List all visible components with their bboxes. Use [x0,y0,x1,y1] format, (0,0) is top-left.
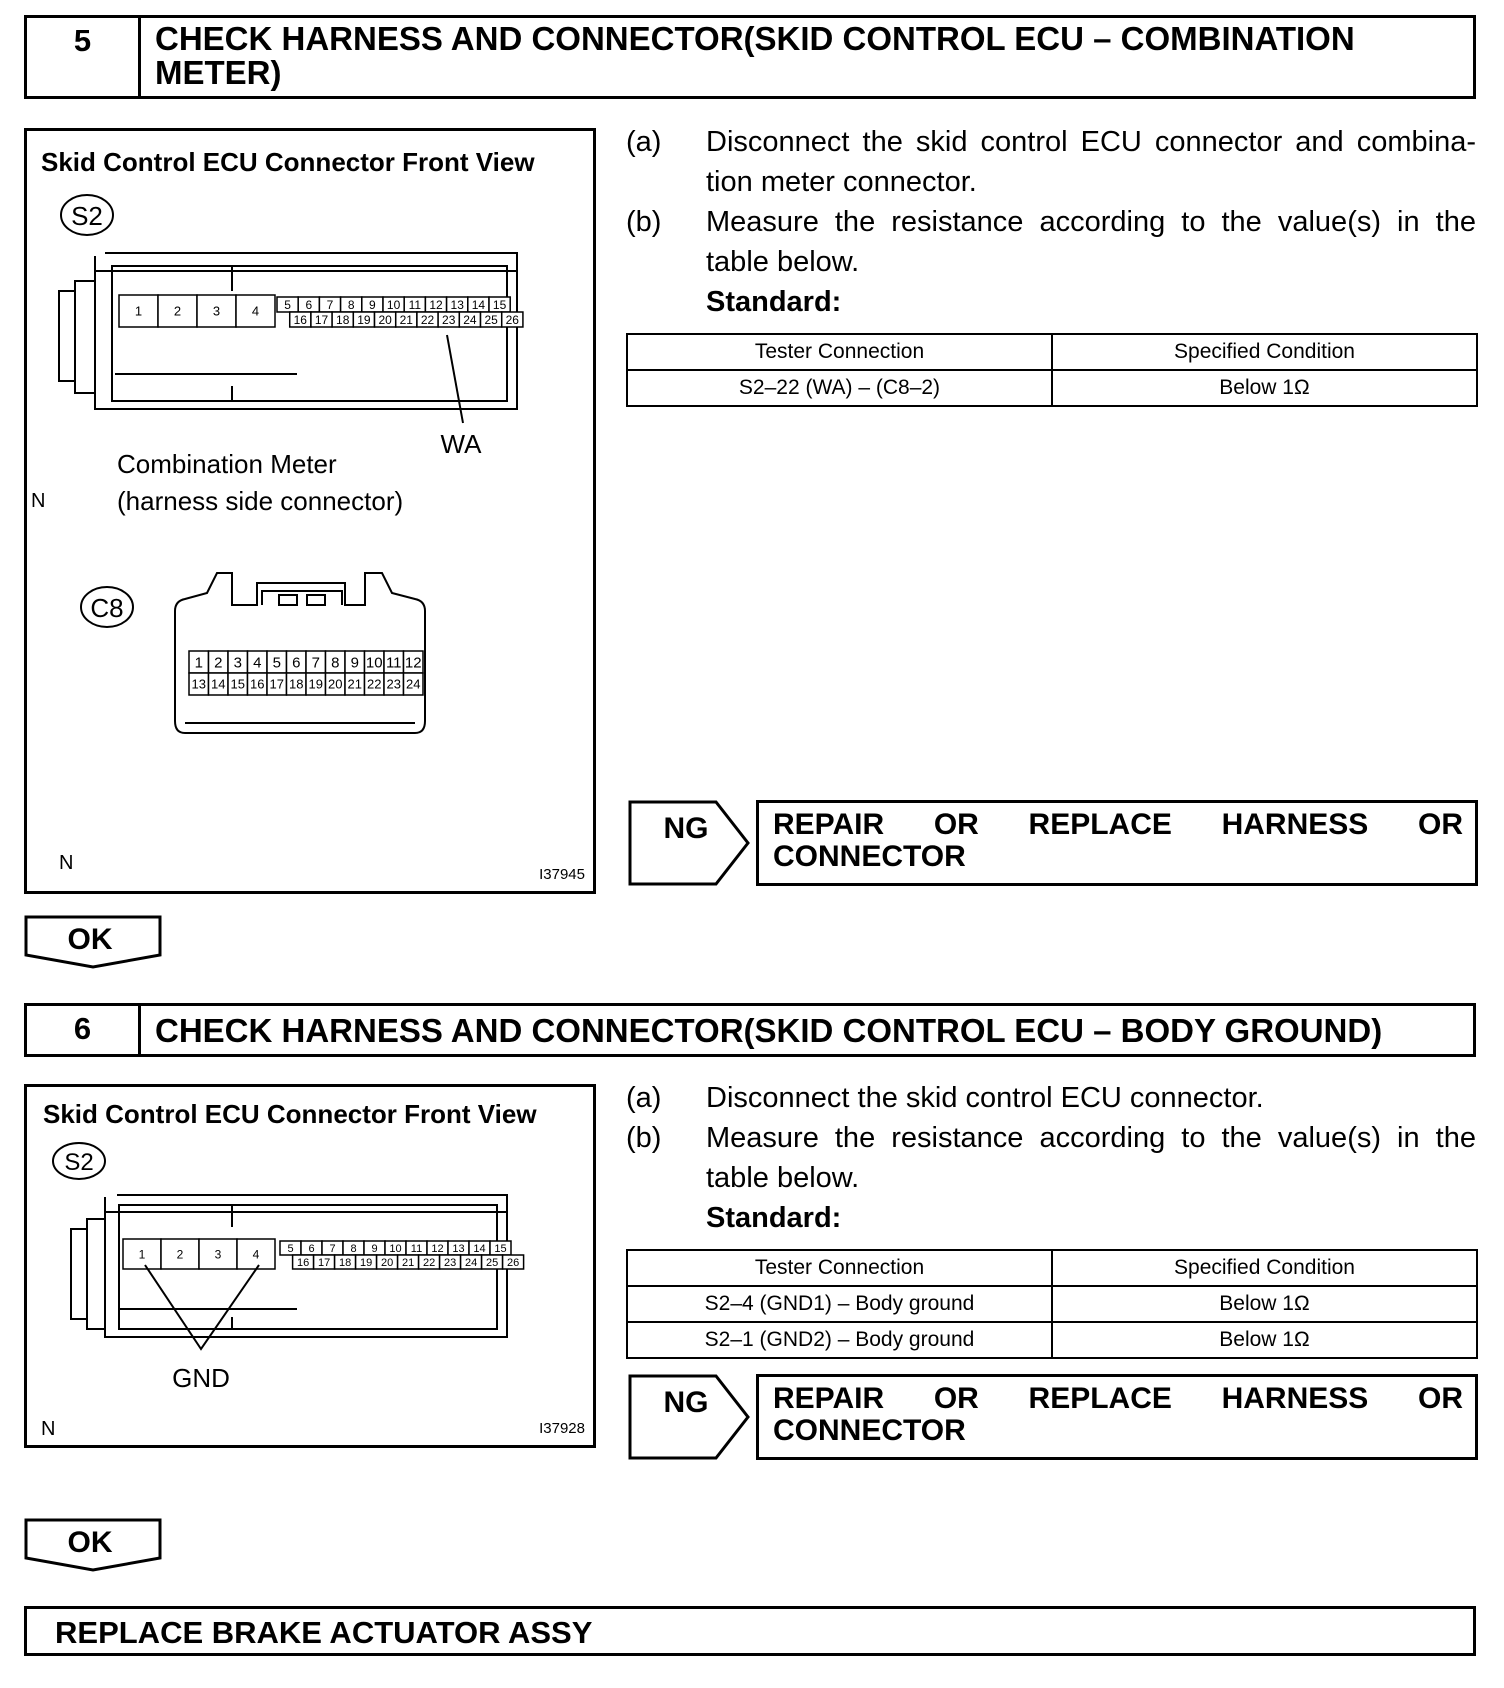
svg-text:14: 14 [211,676,226,692]
svg-text:20: 20 [380,1256,394,1269]
instruction-text: Disconnect the skid control ECU connector. [706,1082,1264,1114]
meter-pin-12 [404,651,424,673]
pin-18 [332,312,353,327]
pin-13 [448,1241,469,1255]
svg-text:19: 19 [357,312,371,327]
table-header: Tester Connection [627,1250,1052,1286]
svg-text:6: 6 [308,1242,315,1255]
pin-4 [237,1239,275,1269]
meter-pin-13 [189,673,209,695]
step6-figure-title: Skid Control ECU Connector Front View [43,1099,537,1129]
svg-text:3: 3 [214,1247,222,1262]
svg-text:8: 8 [347,297,355,312]
ng-action-word: REPAIR [773,808,885,841]
svg-text:21: 21 [401,1256,415,1269]
pin-21 [398,1255,419,1269]
pin-2 [158,295,197,327]
meter-pin-17 [267,673,287,695]
meter-pin-11 [384,651,404,673]
svg-text:15: 15 [492,297,507,312]
table-row [627,370,1477,406]
step6-ng-action [756,1374,1478,1460]
svg-text:9: 9 [369,297,376,312]
pin-15 [490,1241,511,1255]
svg-text:21: 21 [399,312,413,327]
svg-text:3: 3 [233,654,242,672]
pin-14 [468,297,489,312]
svg-text:11: 11 [410,1242,423,1255]
pin-25 [482,1255,503,1269]
meter-pin-19 [306,673,326,695]
pin-3 [199,1239,237,1269]
svg-text:24: 24 [463,312,477,327]
svg-text:8: 8 [350,1242,357,1255]
step5-ng-arrow[interactable] [628,800,752,886]
svg-text:19: 19 [308,676,323,692]
svg-text:23: 23 [443,1256,457,1269]
meter-pin-7 [306,651,326,673]
step6-s2-pins [123,1239,524,1269]
step6-number: 6 [27,1006,141,1054]
svg-text:12: 12 [404,654,422,672]
pin-1 [123,1239,161,1269]
meter-pin-18 [287,673,307,695]
meter-pin-4 [248,651,268,673]
pin-26 [502,312,523,327]
svg-text:16: 16 [293,312,307,327]
svg-text:5: 5 [272,654,281,672]
pin-19 [356,1255,377,1269]
table-cell: Below 1Ω [1052,370,1477,406]
c8-label: C8 [90,593,124,623]
svg-text:3: 3 [212,303,221,319]
pin-10 [383,297,404,312]
svg-text:18: 18 [336,312,350,327]
svg-text:8: 8 [331,654,340,672]
step5-connector-diagram [27,131,593,891]
instruction-text: Measure the resistance according to the value(s) in the table below. [706,1122,1476,1194]
svg-text:26: 26 [506,1256,520,1269]
meter-pin-15 [228,673,248,695]
svg-text:7: 7 [326,297,334,312]
pin-22 [419,1255,440,1269]
step5-figure-code: I37945 [539,866,585,883]
meter-caption-2: (harness side connector) [117,486,404,516]
table-header: Tester Connection [627,334,1052,370]
s2-label: S2 [71,201,103,231]
step6-figure [24,1084,596,1448]
pin-21 [396,312,417,327]
svg-text:11: 11 [385,654,402,672]
pin-6 [301,1241,322,1255]
svg-text:2: 2 [176,1247,184,1262]
meter-pin-14 [209,673,229,695]
step6-instruction-b [626,1118,1476,1198]
ng-action-word: REPAIR [773,1382,885,1415]
svg-text:6: 6 [305,297,313,312]
step6-instructions [626,1078,1476,1198]
svg-text:16: 16 [296,1256,310,1269]
svg-text:17: 17 [317,1256,331,1269]
svg-text:7: 7 [311,654,320,672]
svg-text:2: 2 [214,654,223,672]
ng-action-line2: CONNECTOR [773,840,966,873]
svg-text:4: 4 [252,1247,260,1262]
step5-ok-arrow[interactable] [24,915,164,969]
ng-action-word: OR [1418,808,1463,841]
pin-22 [417,312,438,327]
meter-pin-24 [404,673,424,695]
ng-action-word: HARNESS [1221,808,1369,841]
pin-20 [377,1255,398,1269]
pin-4 [236,295,275,327]
meter-caption-1: Combination Meter [117,449,337,479]
pin-10 [385,1241,406,1255]
ng-action-word: HARNESS [1221,1382,1369,1415]
step5-s2-pins [119,295,523,327]
svg-text:22: 22 [422,1256,436,1269]
gnd-callout: GND [172,1363,230,1393]
svg-text:21: 21 [347,676,362,692]
svg-text:18: 18 [289,676,304,692]
pin-7 [319,297,340,312]
final-action-box [24,1606,1476,1656]
step5-ng-action [756,800,1478,886]
svg-text:4: 4 [253,654,262,672]
pin-5 [280,1241,301,1255]
svg-text:19: 19 [359,1256,373,1269]
wa-callout: WA [440,429,482,459]
svg-text:20: 20 [328,676,343,692]
table-cell: S2–1 (GND2) – Body ground [627,1322,1052,1358]
svg-text:7: 7 [329,1242,336,1255]
step6-spec-table [626,1249,1478,1359]
pin-24 [461,1255,482,1269]
pin-15 [489,297,510,312]
table-cell: Below 1Ω [1052,1286,1477,1322]
svg-text:4: 4 [251,303,260,319]
ok-label: OK [67,1526,113,1559]
svg-text:22: 22 [420,312,435,327]
instruction-label: (b) [626,1122,662,1154]
pin-23 [440,1255,461,1269]
meter-pin-3 [228,651,248,673]
svg-text:13: 13 [450,297,464,312]
pin-12 [427,1241,448,1255]
table-row [627,1286,1477,1322]
step5-instruction-b [626,202,1476,282]
pin-5 [277,297,298,312]
svg-text:17: 17 [269,676,284,692]
pin-12 [425,297,446,312]
pin-17 [311,312,332,327]
step5-title: CHECK HARNESS AND CONNECTOR(SKID CONTROL ECU – COMBINATION METER) [155,20,1355,91]
ng-action-word: OR [933,808,979,841]
instruction-text: Disconnect the skid control ECU connector and combina-tion meter connector. [706,126,1476,198]
pin-18 [335,1255,356,1269]
svg-text:13: 13 [452,1242,465,1255]
instruction-text: Measure the resistance according to the value(s) in the table below. [706,206,1476,278]
table-row [627,1322,1477,1358]
svg-text:23: 23 [386,676,401,692]
step5-figure [24,128,596,894]
pin-8 [343,1241,364,1255]
svg-text:5: 5 [287,1242,294,1255]
svg-text:25: 25 [484,312,498,327]
pin-7 [322,1241,343,1255]
step6-connector-diagram [27,1087,593,1445]
table-header: Specified Condition [1052,1250,1477,1286]
ng-action-line2: CONNECTOR [773,1414,966,1447]
svg-text:16: 16 [250,676,265,692]
pin-23 [438,312,459,327]
table-cell: S2–4 (GND1) – Body ground [627,1286,1052,1322]
meter-pin-1 [189,651,209,673]
ng-action-word: OR [933,1382,979,1415]
final-action-text: REPLACE BRAKE ACTUATOR ASSY [55,1615,593,1650]
meter-pin-23 [384,673,404,695]
svg-text:18: 18 [338,1256,352,1269]
meter-pin-6 [287,651,307,673]
side-mark: N [41,1418,56,1440]
pin-1 [119,295,158,327]
svg-text:23: 23 [442,312,456,327]
meter-pin-10 [365,651,385,673]
meter-pin-5 [267,651,287,673]
svg-text:6: 6 [292,654,301,672]
ng-action-word: REPLACE [1028,808,1172,841]
ng-action-word: REPLACE [1028,1382,1172,1415]
pin-14 [469,1241,490,1255]
pin-25 [481,312,502,327]
pin-13 [447,297,468,312]
meter-pin-20 [326,673,346,695]
ng-action-word: OR [1418,1382,1463,1415]
step6-figure-code: I37928 [539,1420,585,1437]
svg-text:12: 12 [431,1242,444,1255]
svg-text:1: 1 [134,303,143,319]
pin-9 [364,1241,385,1255]
ok-label: OK [67,923,113,956]
step5-header [24,15,1476,99]
meter-pin-9 [345,651,365,673]
svg-text:1: 1 [194,654,203,672]
meter-pin-16 [248,673,268,695]
svg-text:9: 9 [350,654,359,672]
step5-number: 5 [27,18,141,96]
svg-text:1: 1 [138,1247,146,1262]
instruction-label: (a) [626,1082,662,1114]
step6-title: CHECK HARNESS AND CONNECTOR(SKID CONTROL ECU – BODY GROUND) [155,1012,1383,1049]
step6-header [24,1003,1476,1057]
table-header-row [627,1250,1477,1286]
svg-text:12: 12 [429,297,443,312]
step5-standard-label: Standard: [706,286,842,318]
svg-text:24: 24 [406,676,421,692]
svg-text:17: 17 [314,312,329,327]
ng-label: NG [663,812,709,845]
step6-ng-arrow[interactable] [628,1374,752,1460]
pin-19 [353,312,374,327]
pin-26 [503,1255,524,1269]
pin-17 [314,1255,335,1269]
svg-text:14: 14 [471,297,486,312]
pin-8 [341,297,362,312]
svg-text:5: 5 [284,297,291,312]
step5-instructions [626,122,1476,282]
svg-text:15: 15 [494,1242,507,1255]
ecu-connector-body [59,253,517,409]
pin-16 [290,312,311,327]
instruction-label: (a) [626,126,662,158]
meter-pin-8 [326,651,346,673]
meter-pin-21 [345,673,365,695]
pin-6 [298,297,319,312]
pin-9 [362,297,383,312]
svg-text:24: 24 [464,1256,478,1269]
svg-text:11: 11 [408,297,422,312]
meter-pin-22 [365,673,385,695]
svg-text:2: 2 [173,303,182,319]
svg-text:10: 10 [389,1242,402,1255]
meter-pin-2 [209,651,229,673]
table-cell: Below 1Ω [1052,1322,1477,1358]
instruction-label: (b) [626,206,662,238]
table-header: Specified Condition [1052,334,1477,370]
step5-spec-table [626,333,1478,407]
step5-figure-title: Skid Control ECU Connector Front View [41,147,535,177]
svg-text:10: 10 [365,654,383,672]
svg-text:9: 9 [371,1242,378,1255]
step6-instruction-a [626,1078,1476,1118]
svg-text:22: 22 [367,676,382,692]
svg-text:13: 13 [191,676,206,692]
meter-c8-pins [189,651,423,695]
pin-24 [459,312,480,327]
svg-text:10: 10 [386,297,401,312]
pin-16 [293,1255,314,1269]
s2-label: S2 [64,1149,94,1176]
svg-text:25: 25 [485,1256,499,1269]
step6-ok-arrow[interactable] [24,1518,164,1572]
table-cell: S2–22 (WA) – (C8–2) [627,370,1052,406]
svg-text:15: 15 [230,676,245,692]
ng-label: NG [663,1386,709,1419]
svg-text:26: 26 [505,312,519,327]
pin-3 [197,295,236,327]
step5-instruction-a [626,122,1476,202]
svg-text:20: 20 [378,312,392,327]
side-mark-2: N [59,852,74,874]
pin-11 [406,1241,427,1255]
step6-standard-label: Standard: [706,1202,842,1234]
pin-20 [375,312,396,327]
table-header-row [627,334,1477,370]
side-mark-1: N [31,490,46,512]
svg-text:14: 14 [473,1242,486,1255]
pin-2 [161,1239,199,1269]
pin-11 [404,297,425,312]
